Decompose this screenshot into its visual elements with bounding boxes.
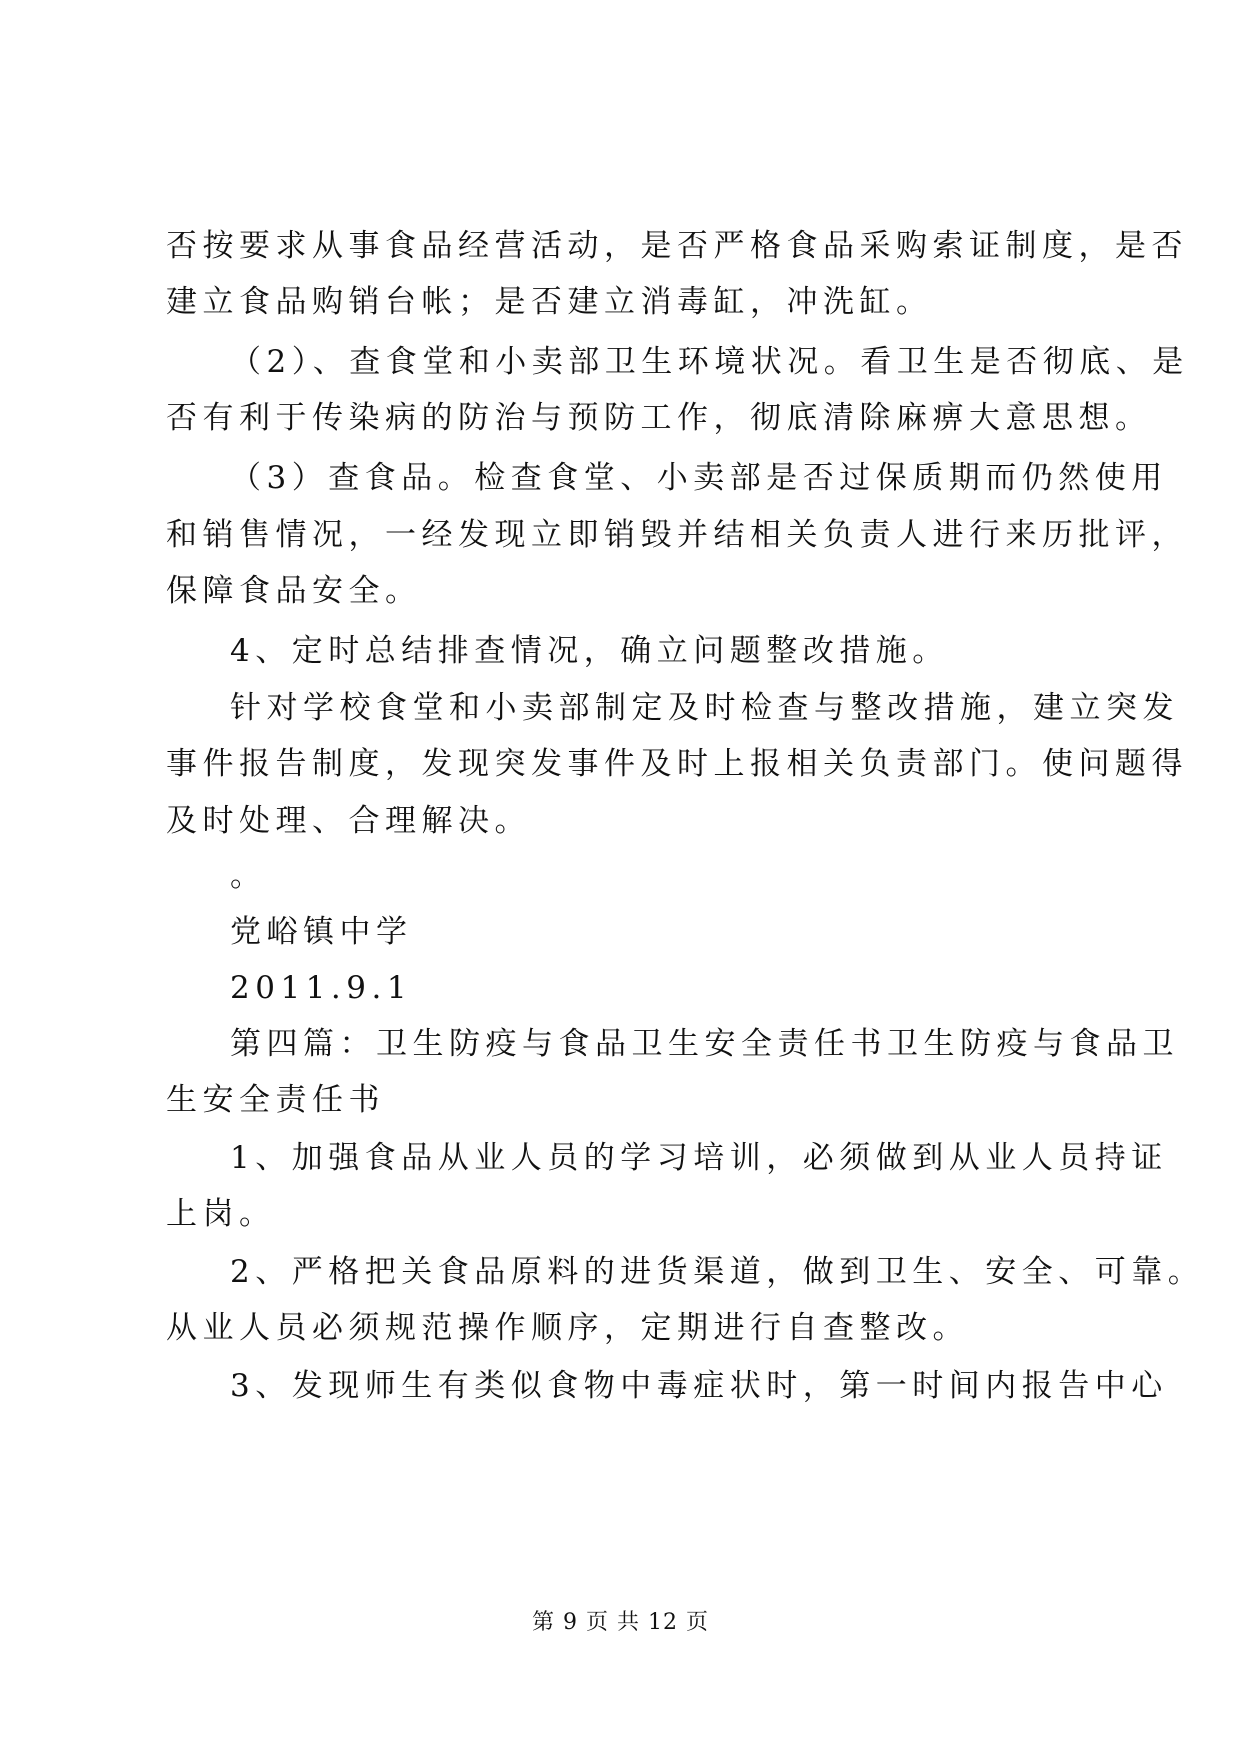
paragraph-line: 上岗。	[166, 1196, 276, 1232]
signature-school: 党峪镇中学	[230, 914, 413, 950]
section-title-line: 第四篇：卫生防疫与食品卫生安全责任书卫生防疫与食品卫	[230, 1026, 1179, 1062]
paragraph-line: 3、发现师生有类似食物中毒症状时，第一时间内报告中心	[230, 1368, 1168, 1404]
paragraph-line: 从业人员必须规范操作顺序，定期进行自查整改。	[166, 1310, 969, 1346]
paragraph-line: 。	[230, 858, 267, 894]
paragraph-line: 针对学校食堂和小卖部制定及时检查与整改措施，建立突发	[230, 690, 1179, 726]
paragraph-line: 4、定时总结排查情况，确立问题整改措施。	[230, 633, 949, 669]
paragraph-line: 建立食品购销台帐；是否建立消毒缸，冲洗缸。	[166, 284, 933, 320]
paragraph-line: （3）查食品。检查食堂、小卖部是否过保质期而仍然使用	[230, 460, 1168, 496]
paragraph-line: 否按要求从事食品经营活动，是否严格食品采购索证制度，是否	[166, 228, 1188, 264]
paragraph-line: 及时处理、合理解决。	[166, 803, 531, 839]
paragraph-line: 否有利于传染病的防治与预防工作，彻底清除麻痹大意思想。	[166, 400, 1152, 436]
paragraph-line: 和销售情况，一经发现立即销毁并结相关负责人进行来历批评，	[166, 517, 1188, 553]
paragraph-line: 保障食品安全。	[166, 573, 422, 609]
section-title-line: 生安全责任书	[166, 1082, 385, 1118]
signature-date: 2011.9.1	[230, 970, 413, 1006]
paragraph-line: （2）、查食堂和小卖部卫生环境状况。看卫生是否彻底、是	[230, 344, 1189, 380]
paragraph-line: 2、严格把关食品原料的进货渠道，做到卫生、安全、可靠。	[230, 1254, 1205, 1290]
page-number-footer: 第 9 页 共 12 页	[532, 1610, 709, 1635]
paragraph-line: 1、加强食品从业人员的学习培训，必须做到从业人员持证	[230, 1140, 1168, 1176]
paragraph-line: 事件报告制度，发现突发事件及时上报相关负责部门。使问题得	[166, 746, 1188, 782]
